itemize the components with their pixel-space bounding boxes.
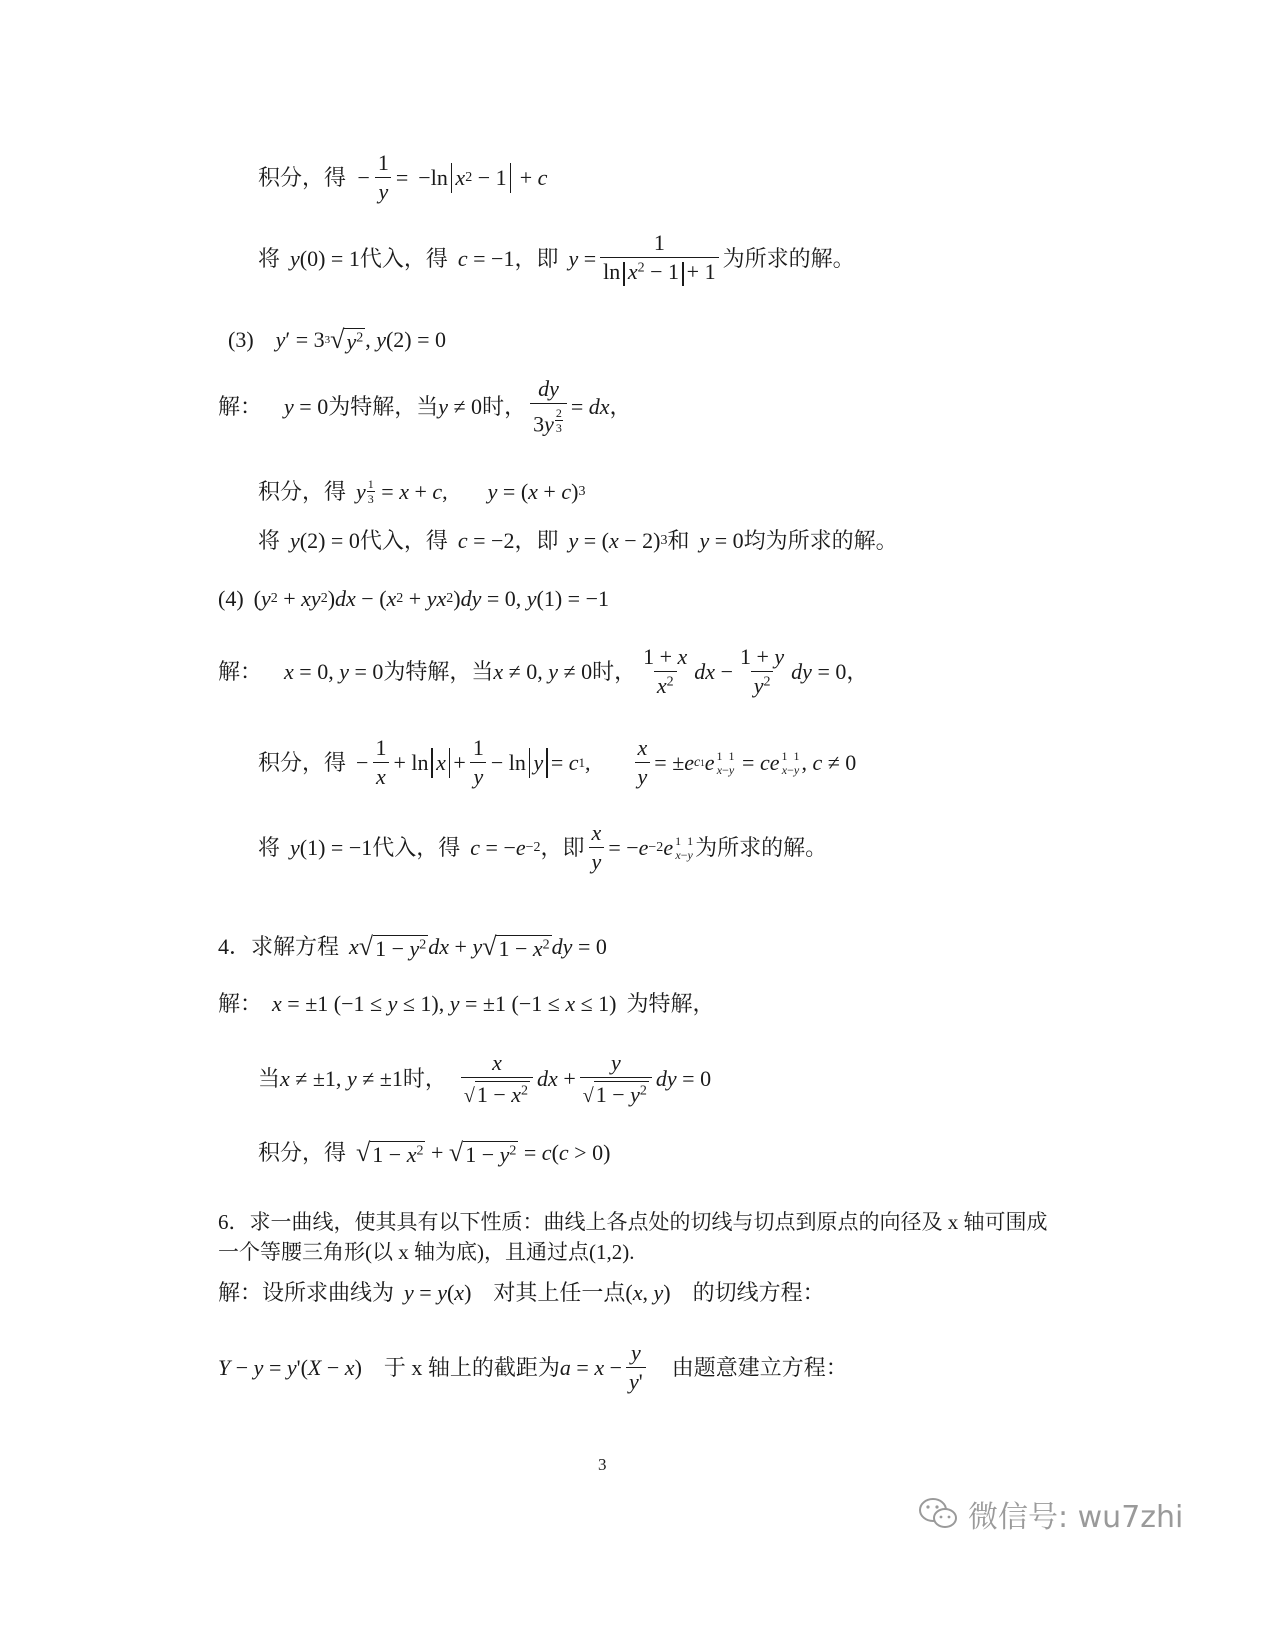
fraction: $\frac{y}{y'}$ [626,1342,646,1393]
line-substitute-3: 将 y (2) = 0 代入，得 c = −2 ，即 y = ( x − 2) 3 和 y = 0 均为所求的解。 [258,528,898,553]
fraction: x √ $1 - x^2$ [461,1052,533,1106]
problem-3: (3) y ′ = 3 3 √ $y^2$ , y (2) = 0 [228,325,447,354]
watermark [918,1492,1183,1536]
line-case-q4: 当 x ≠ ±1, y ≠ ±1 时， x √ $1 - x^2$ dx + y √ $1 - y^2$ dy = 0 [258,1050,712,1107]
line-substitute-4: 将 y (1) = −1 代入，得 c = − e −2 ，即 $\frac{x}{y}$ = − e −2 e 1 1 x−y 为所求的解。 [258,820,828,874]
line-integral-1: 积分，得 − $\frac{1}{y}$ = −ln x 2 − 1 + c [258,150,548,204]
solution-q6: 解：设所求曲线为 y = y ( x ) 对其上任一点 ( x , y ) 的切线方程： [218,1280,825,1305]
tangent-equation: Y − y = y '( X − x ) 于 x 轴上的截距为 a = x − $\frac{y}{y'}$ 由题意建立方程： [218,1340,848,1394]
fraction: $\frac{x}{y}$ [589,822,605,873]
solution-q4: 解： x = ±1 (−1 ≤ y ≤ 1), y = ±1 (−1 ≤ x ≤ 1) 为特解， [218,991,715,1016]
question-4: 4．求解方程 x √ $1 - y^2$ dx + y √ $1 - x^2$ dy = 0 [218,932,607,961]
fraction: $\frac{1}{y}$ [375,152,392,203]
fraction: y √ $1 - y^2$ [580,1052,652,1106]
fraction: $\frac{1}{y}$ [470,737,487,788]
page-number: 3 [598,1455,607,1474]
question-6-line1: 6．求一曲线，使其具有以下性质：曲线上各点处的切线与切点到原点的向径及 x 轴可围成 [218,1210,1048,1234]
question-6-line2: 一个等腰三角形(以 x 轴为底)，且通过点(1,2). [218,1240,635,1264]
fraction: $\frac{x}{y}$ [635,737,651,788]
wechat-icon [918,1496,958,1532]
watermark-text: 微信号: wu7zhi [968,1500,1184,1535]
text: 积分，得 [258,164,347,190]
fraction: $\frac{1}{\ln x^2 - 1 + 1}$ [600,232,718,286]
problem-4: (4) ( y 2 + xy 2 ) dx − ( x 2 + yx 2 ) dy = 0, y (1) = −1 [218,586,609,611]
fraction: $\frac{1 + x}{x^2}$ [643,644,688,698]
fraction: dy 3y $\frac{2}{3}$ [530,378,567,435]
line-integral-q4: 积分，得 √ $1 - x^2$ + √ $1 - y^2$ = c ( c > 0) [258,1138,611,1167]
line-integral-4: 积分，得 − $\frac{1}{x}$ + ln x + $\frac{1}{y}$ − ln y = c 1 , $\frac{x}{y}$ = ± e c1 e 1 1 x−y = ce 1 1 x−y , c ≠ 0 [258,735,857,789]
fraction: $\frac{1 + y}{y^2}$ [739,644,785,698]
fraction: $\frac{1}{x}$ [372,737,389,788]
line-integral-3: 积分，得 y $\frac{1}{3}$ = x + c , y = ( x + c ) 3 [258,477,586,506]
solution-3: 解： y = 0 为特解，当 y ≠ 0 时， dy 3y $\frac{2}{3}$ = dx ， [218,376,632,437]
line-substitute-1: 将 y (0) = 1 代入，得 c = −1 ，即 y = $\frac{1}{\ln x^2 - 1 + 1}$ 为所求的解。 [258,230,855,284]
solution-4: 解： x = 0, y = 0 为特解，当 x ≠ 0, y ≠ 0 时， $\frac{1 + x}{x^2}$ dx − $\frac{1 + y}{y^2}$ dy = 0， [218,644,869,698]
